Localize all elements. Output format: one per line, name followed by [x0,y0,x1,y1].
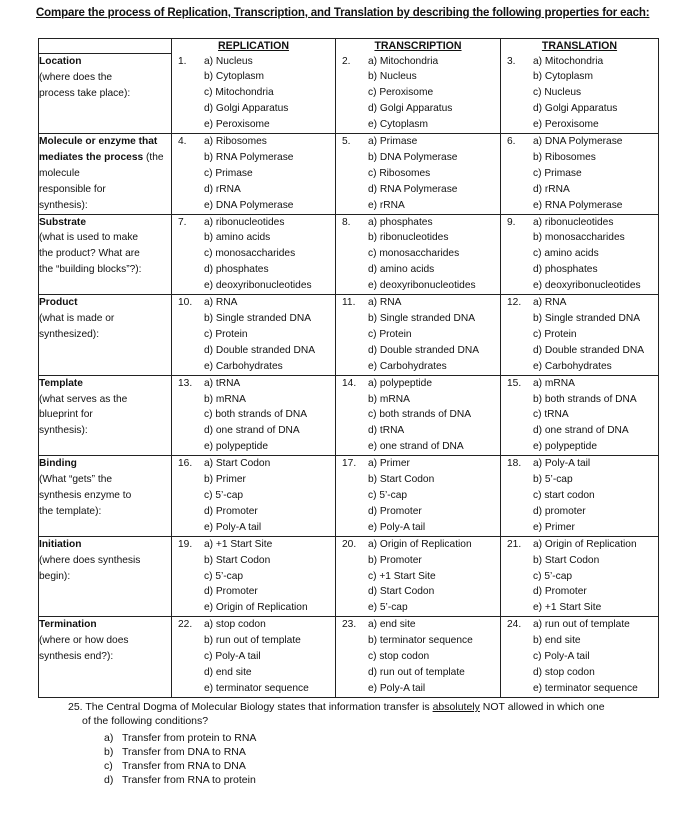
answer-option[interactable]: a) +1 Start Site [204,538,273,550]
answer-option[interactable]: a) DNA Polymerase [533,136,623,148]
answer-option[interactable]: a) mRNA [533,377,575,389]
answer-option[interactable]: c) monosaccharides [204,248,296,260]
header-translation: TRANSLATION [501,39,659,54]
answer-option[interactable]: c) 5’-cap [533,570,573,582]
row-label-description: (what serves as the [39,393,128,405]
answer-option[interactable]: a) Nucleus [204,55,253,67]
question-25-text-line2: of the following conditions? [82,715,209,728]
question-number: 22. [178,619,193,631]
answer-option[interactable]: d) end site [204,666,252,678]
answer-option[interactable]: b) Promoter [368,554,422,566]
row-label-title: Binding [39,458,77,470]
row-label-description: blueprint for [39,409,93,421]
question-number: 4. [178,136,187,148]
answer-option[interactable]: b) Start Codon [368,474,435,486]
answer-option[interactable]: a) polypeptide [368,377,433,389]
choice-item[interactable] [104,759,668,773]
question-cell [336,54,501,134]
question-cell [501,375,659,456]
answer-option[interactable]: d) Double stranded DNA [368,344,479,356]
answer-option[interactable]: d) Golgi Apparatus [533,103,618,115]
row-label [39,536,172,617]
answer-option[interactable]: e) Poly-A tail [368,682,426,694]
answer-option[interactable]: d) Promoter [533,586,587,598]
row-label-description: (what is made or [39,313,115,324]
row-label [39,54,172,134]
question-25-number: 25. [68,701,83,713]
question-number: 8. [342,216,351,228]
answer-option[interactable]: b) mRNA [204,393,246,405]
answer-option[interactable]: b) end site [533,635,581,647]
question-cell [501,54,659,134]
answer-option[interactable]: c) amino acids [533,248,599,260]
answer-option[interactable]: b) terminator sequence [368,635,473,647]
answer-option[interactable]: d) one strand of DNA [533,425,629,437]
question-cell [172,54,336,134]
row-label [39,456,172,537]
answer-option[interactable]: e) Carbohydrates [368,360,447,372]
answer-option[interactable]: a) Mitochondria [368,55,439,67]
question-number: 10. [178,297,193,309]
answer-option[interactable]: a) Origin of Replication [368,538,472,550]
answer-option[interactable]: b) Start Codon [533,554,600,566]
answer-option[interactable]: c) monosaccharides [368,248,460,260]
question-number: 7. [178,216,187,228]
answer-option[interactable]: c) Protein [204,328,248,340]
answer-option[interactable]: c) Mitochondria [204,87,274,99]
choice-text: Transfer from DNA to RNA [122,745,246,758]
row-label-title: Molecule or enzyme that mediates the process [39,136,158,163]
question-number: 2. [342,55,351,67]
row-label-title: Substrate [39,216,86,228]
answer-option[interactable]: e) terminator sequence [204,682,309,694]
answer-option[interactable]: c) Poly-A tail [204,651,261,663]
row-label-title: Product [39,297,78,309]
question-25 [68,700,668,788]
table-row [39,134,659,215]
answer-option[interactable]: b) Start Codon [204,554,271,566]
answer-option[interactable]: b) Cytoplasm [204,71,265,83]
question-number: 21. [507,538,522,550]
answer-option[interactable]: b) 5’-cap [533,474,573,486]
answer-option[interactable]: d) amino acids [368,264,435,276]
answer-option[interactable]: d) tRNA [368,425,405,437]
header-transcription: TRANSCRIPTION [336,39,501,54]
row-label-description: (What “gets” the [39,474,113,486]
answer-option[interactable]: a) phosphates [368,216,433,228]
answer-option[interactable]: e) polypeptide [204,441,269,453]
row-label-description: synthesis): [39,199,88,211]
answer-option[interactable]: b) mRNA [368,393,410,405]
answer-option[interactable]: c) stop codon [368,651,430,663]
question-number: 5. [342,136,351,148]
answer-option[interactable]: b) RNA Polymerase [204,151,294,163]
answer-option[interactable]: a) Origin of Replication [533,538,637,550]
answer-option[interactable]: b) monosaccharides [533,232,625,244]
row-label-description: synthesis): [39,425,88,437]
row-label-description: (the molecule [39,151,164,179]
answer-option[interactable]: e) DNA Polymerase [204,199,294,211]
answer-option[interactable]: c) Primase [204,167,253,179]
choice-letter: b) [104,745,114,758]
answer-option[interactable]: a) Primase [368,136,418,148]
answer-option[interactable]: c) Peroxisome [368,87,434,99]
question-cell [336,456,501,537]
row-label-description: the template): [39,505,102,517]
answer-option[interactable]: b) Primer [204,474,246,486]
table-row [39,54,659,134]
answer-option[interactable]: e) Peroxisome [533,119,599,131]
answer-option[interactable]: b) Ribosomes [533,151,596,163]
answer-option[interactable]: d) one strand of DNA [204,425,300,437]
question-cell [172,617,336,698]
answer-option[interactable]: e) Carbohydrates [533,360,612,372]
question-number: 24. [507,619,522,631]
row-label-description: synthesis end?): [39,651,114,663]
answer-option[interactable]: e) Primer [533,521,575,533]
answer-option[interactable]: c) Primase [533,167,582,179]
row-label-description: (where does the [39,71,113,83]
question-number: 23. [342,619,357,631]
question-cell [172,134,336,215]
question-cell [172,536,336,617]
question-number: 1. [178,55,187,67]
answer-option[interactable]: e) Cytoplasm [368,119,429,131]
question-25-text-after: NOT allowed in which one [482,701,605,713]
answer-option[interactable]: a) run out of template [533,619,630,631]
question-cell [172,375,336,456]
answer-option[interactable]: b) DNA Polymerase [368,151,458,163]
answer-option[interactable]: b) Single stranded DNA [533,313,641,324]
answer-option[interactable]: c) 5’-cap [204,570,244,582]
answer-option[interactable]: a) Ribosomes [204,136,267,148]
question-cell [501,456,659,537]
answer-option[interactable]: a) end site [368,619,416,631]
answer-option[interactable]: c) 5’-cap [204,489,244,501]
question-number: 12. [507,297,522,309]
answer-option[interactable]: e) Poly-A tail [368,521,426,533]
answer-option[interactable]: c) tRNA [533,409,569,421]
answer-option[interactable]: e) 5’-cap [368,602,408,614]
answer-option[interactable]: a) tRNA [204,377,241,389]
answer-option[interactable]: d) Double stranded DNA [533,344,644,356]
page-title: Compare the process of Replication, Transcription, and Translation by describing the following properties for each: [36,7,650,19]
question-25-choices [68,731,668,788]
answer-option[interactable]: e) terminator sequence [533,682,638,694]
answer-option[interactable]: d) run out of template [368,666,465,678]
table-row [39,456,659,537]
choice-text: Transfer from protein to RNA [122,731,257,744]
question-cell [172,214,336,295]
row-label-title: Termination [39,619,97,631]
answer-option[interactable]: d) promoter [533,505,586,517]
answer-option[interactable]: e) rRNA [368,199,405,211]
answer-option[interactable]: c) both strands of DNA [204,409,308,421]
choice-letter: c) [104,760,113,773]
answer-option[interactable]: e) polypeptide [533,441,598,453]
answer-option[interactable]: b) both strands of DNA [533,393,637,405]
row-label [39,295,172,376]
answer-option[interactable]: d) Double stranded DNA [204,344,315,356]
table-row [39,617,659,698]
row-label-title: Initiation [39,538,82,550]
question-number: 16. [178,458,193,470]
answer-option[interactable]: c) start codon [533,489,595,501]
answer-option[interactable]: c) 5’-cap [368,489,408,501]
answer-option[interactable]: a) RNA [204,297,238,309]
answer-option[interactable]: a) ribonucleotides [533,216,614,228]
table-row [39,295,659,376]
answer-option[interactable]: d) phosphates [533,264,598,276]
row-label-description: begin): [39,570,71,582]
question-cell [336,536,501,617]
row-label [39,617,172,698]
answer-option[interactable]: c) both strands of DNA [368,409,472,421]
question-cell [336,214,501,295]
table-row [39,214,659,295]
answer-option[interactable]: a) Mitochondria [533,55,604,67]
answer-option[interactable]: d) Golgi Apparatus [204,103,289,115]
question-number: 14. [342,377,357,389]
answer-option[interactable]: a) ribonucleotides [204,216,285,228]
answer-option[interactable]: d) phosphates [204,264,269,276]
answer-option[interactable]: e) RNA Polymerase [533,199,623,211]
answer-option[interactable]: d) Promoter [204,505,258,517]
question-cell [336,134,501,215]
answer-option[interactable]: b) Single stranded DNA [368,313,476,324]
question-number: 15. [507,377,522,389]
answer-option[interactable]: a) Poly-A tail [533,458,591,470]
question-cell [501,536,659,617]
answer-option[interactable]: c) Protein [533,328,577,340]
question-cell [501,617,659,698]
answer-option[interactable]: e) Poly-A tail [204,521,262,533]
question-number: 20. [342,538,357,550]
row-label-description: (what is used to make [39,232,139,244]
answer-option[interactable]: b) Nucleus [368,71,417,83]
choice-text: Transfer from RNA to DNA [122,760,246,773]
question-number: 9. [507,216,516,228]
row-label-description: responsible for [39,183,106,195]
row-label-description: the product? What are [39,248,140,260]
table-row [39,375,659,456]
question-cell [501,295,659,376]
choice-text: Transfer from RNA to protein [122,774,256,787]
question-cell [172,295,336,376]
choice-item[interactable] [104,731,668,745]
answer-option[interactable]: d) Promoter [204,586,258,598]
answer-option[interactable]: a) RNA [533,297,567,309]
question-number: 6. [507,136,516,148]
answer-option[interactable]: e) +1 Start Site [533,602,602,614]
row-label-title: Template [39,377,83,389]
choice-item[interactable] [104,745,668,759]
answer-option[interactable]: a) Start Codon [204,458,271,470]
row-label [39,214,172,295]
question-number: 3. [507,55,516,67]
question-25-text: The Central Dogma of Molecular Biology states that information transfer is [85,701,430,713]
question-number: 19. [178,538,193,550]
question-cell [336,375,501,456]
answer-option[interactable]: a) Primer [368,458,410,470]
row-label-title: Location [39,56,82,67]
row-label-description: process take place): [39,87,131,99]
answer-option[interactable]: d) RNA Polymerase [368,183,458,195]
answer-option[interactable]: e) deoxyribonucleotides [368,280,476,292]
row-label-description: the “building blocks”?): [39,264,142,276]
comparison-table [38,38,659,698]
answer-option[interactable]: b) ribonucleotides [368,232,449,244]
choice-letter: a) [104,731,114,744]
answer-option[interactable]: e) deoxyribonucleotides [533,280,641,292]
answer-option[interactable]: d) rRNA [204,183,241,195]
answer-option[interactable]: d) stop codon [533,666,595,678]
answer-option[interactable]: c) Nucleus [533,87,582,99]
answer-option[interactable]: e) Carbohydrates [204,360,283,372]
table-row [39,536,659,617]
choice-letter: d) [104,774,114,787]
answer-option[interactable]: a) RNA [368,297,402,309]
answer-option[interactable]: c) +1 Start Site [368,570,436,582]
answer-option[interactable]: e) deoxyribonucleotides [204,280,312,292]
answer-option[interactable]: c) Poly-A tail [533,651,590,663]
answer-option[interactable]: c) Ribosomes [368,167,431,179]
question-number: 13. [178,377,193,389]
answer-option[interactable]: d) rRNA [533,183,570,195]
question-cell [172,456,336,537]
answer-option[interactable]: e) Origin of Replication [204,602,308,614]
answer-option[interactable]: c) Protein [368,328,412,340]
row-label-description: (where does synthesis [39,554,141,566]
answer-option[interactable]: e) Peroxisome [204,119,270,131]
question-25-emphasis: absolutely [432,701,480,713]
question-cell [501,134,659,215]
row-label [39,375,172,456]
question-number: 18. [507,458,522,470]
row-label [39,134,172,215]
question-number: 17. [342,458,357,470]
answer-option[interactable]: a) stop codon [204,619,266,631]
answer-option[interactable]: b) amino acids [204,232,271,244]
corner-cell [39,39,172,54]
row-label-description: synthesis enzyme to [39,489,132,501]
answer-option[interactable]: b) run out of template [204,635,301,647]
question-cell [501,214,659,295]
header-replication: REPLICATION [172,39,336,54]
answer-option[interactable]: d) Golgi Apparatus [368,103,453,115]
row-label-description: synthesized): [39,328,100,340]
question-number: 11. [342,297,356,309]
answer-option[interactable]: e) one strand of DNA [368,441,464,453]
question-cell [336,617,501,698]
row-label-description: (where or how does [39,635,129,647]
answer-option[interactable]: b) Single stranded DNA [204,313,312,324]
question-cell [336,295,501,376]
choice-item[interactable] [104,773,668,787]
answer-option[interactable]: d) Promoter [368,505,422,517]
answer-option[interactable]: d) Start Codon [368,586,435,598]
answer-option[interactable]: b) Cytoplasm [533,71,594,83]
